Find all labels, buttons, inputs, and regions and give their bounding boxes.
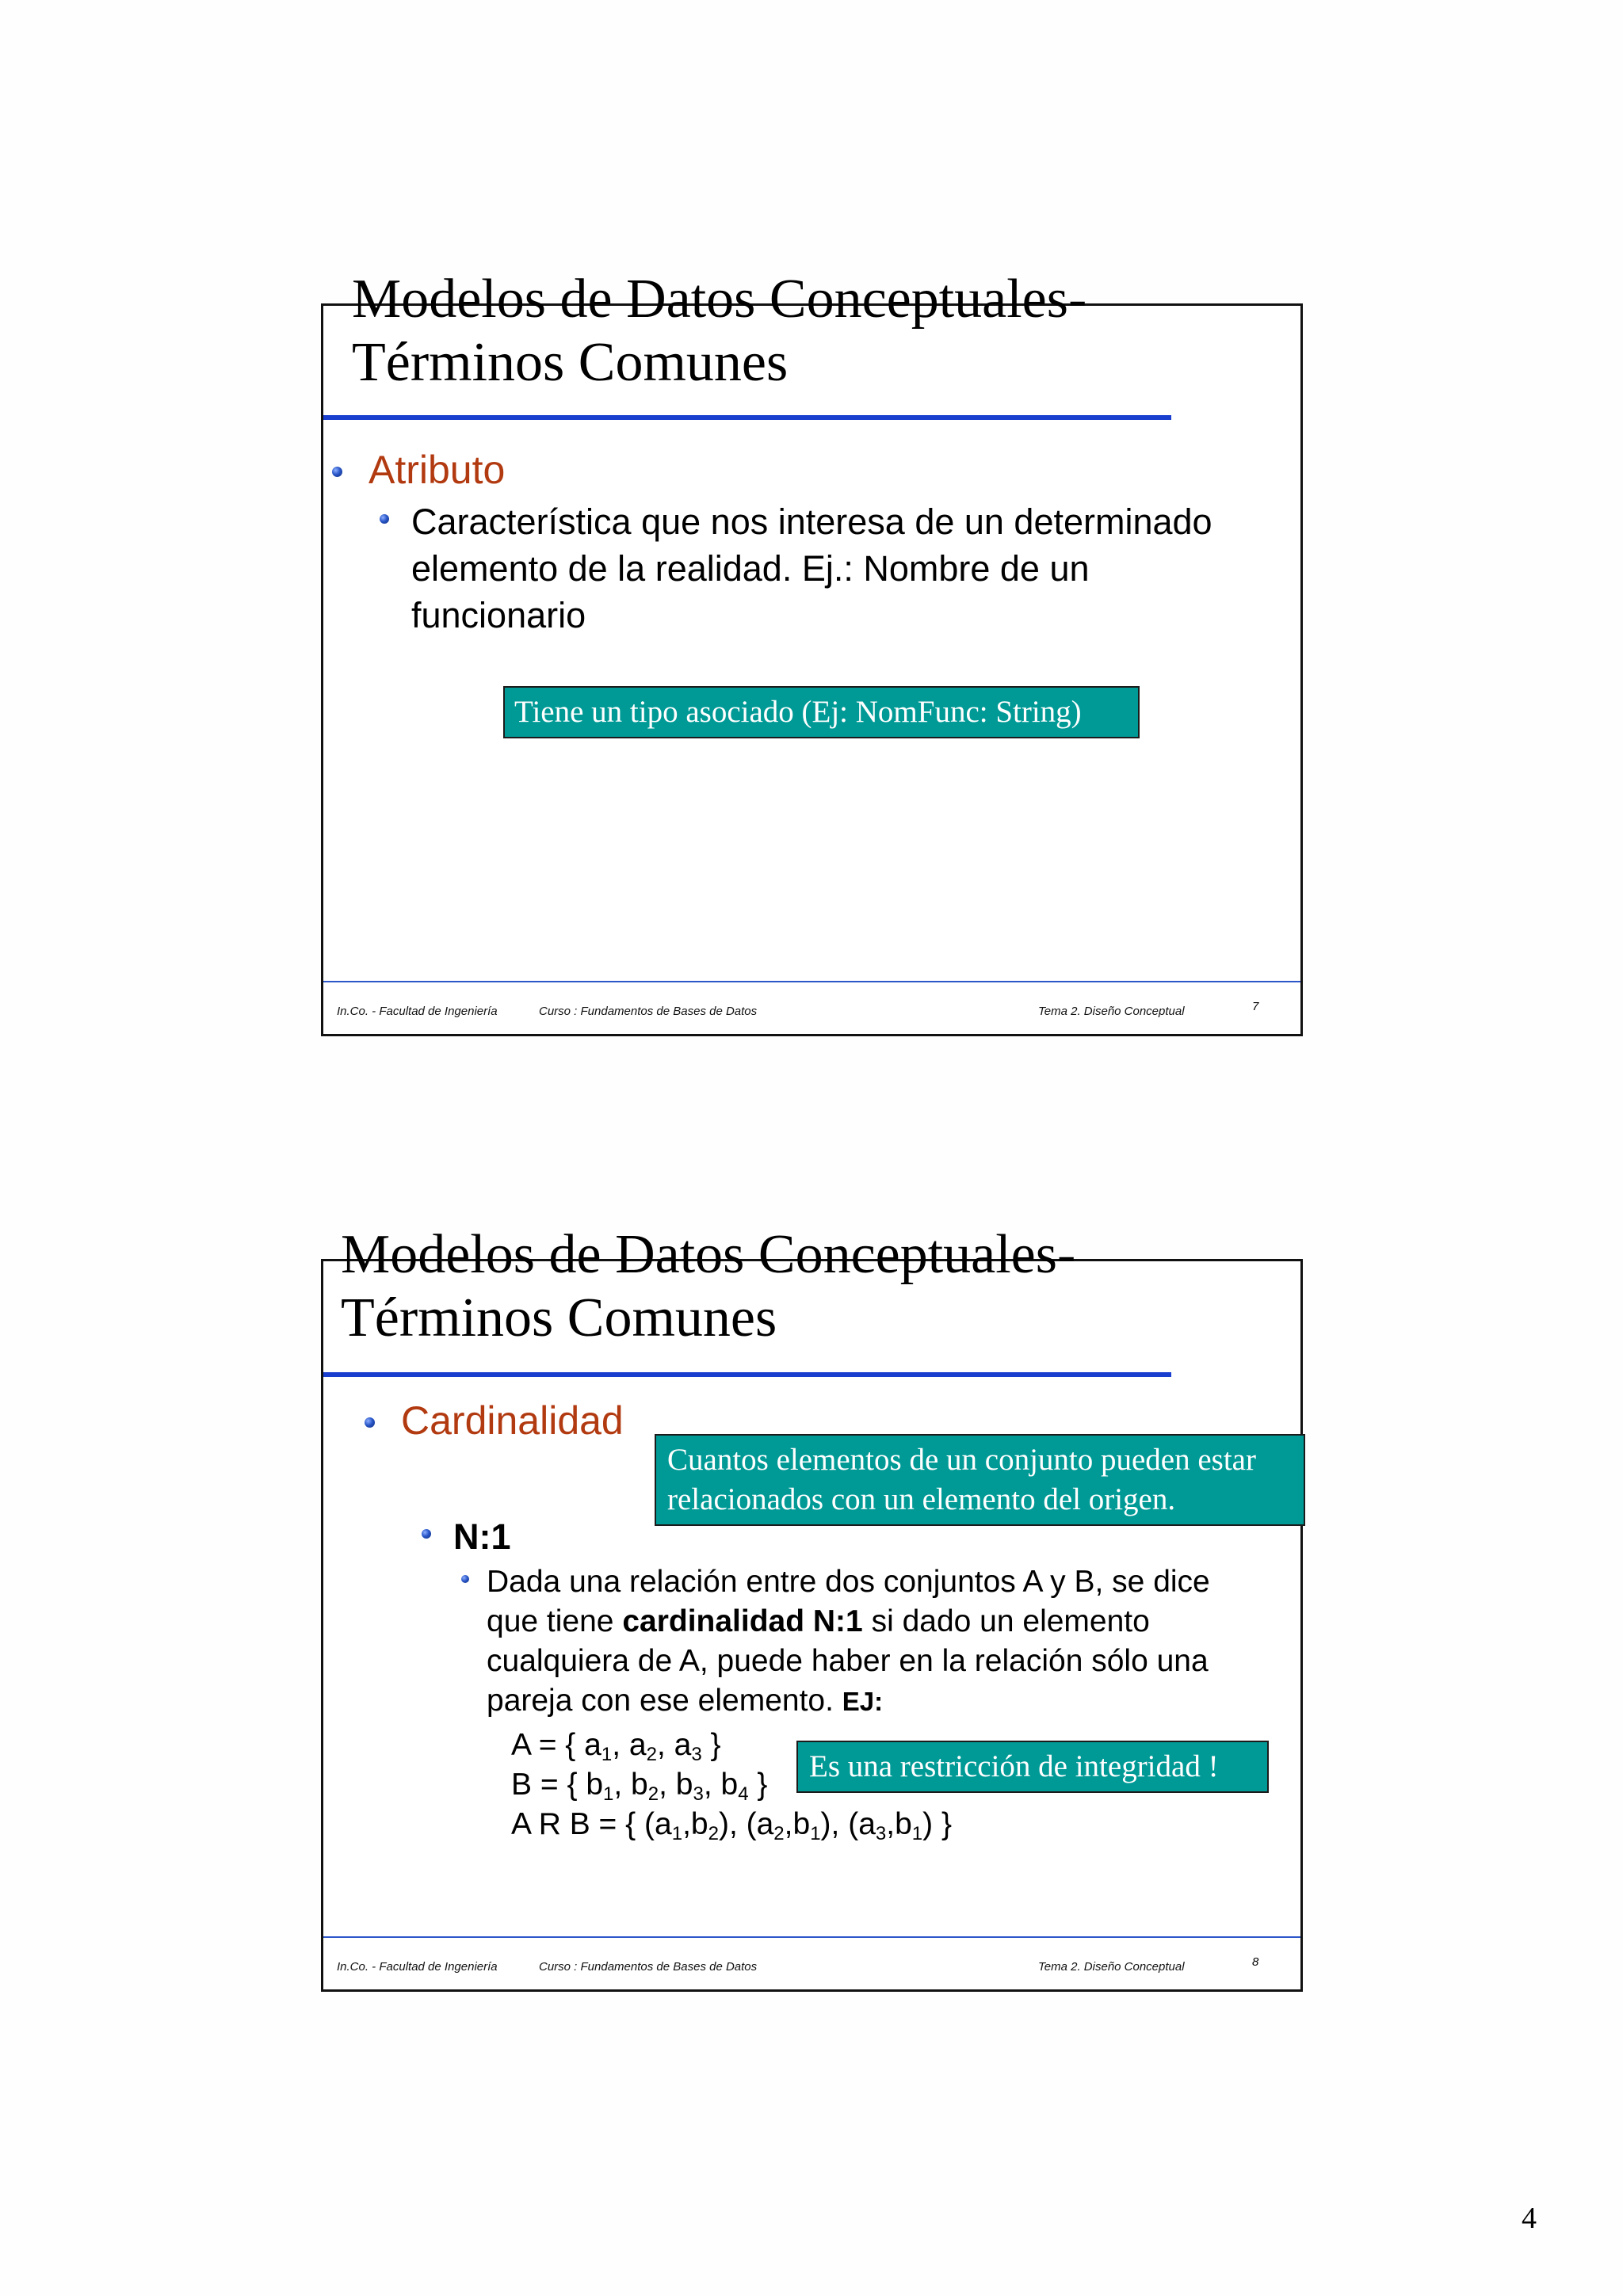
subscript: 4 — [738, 1783, 749, 1805]
subscript: 2 — [773, 1823, 785, 1844]
subscript: 1 — [671, 1823, 683, 1844]
set-text: , b — [703, 1768, 739, 1802]
body-line: cualquiera de A, puede haber en la relación sólo una — [487, 1644, 1209, 1678]
bullet-icon — [332, 467, 342, 477]
subscript: 1 — [810, 1823, 821, 1844]
bullet-icon — [422, 1529, 431, 1539]
body-text: si dado un elemento — [862, 1604, 1150, 1638]
constraint-callout: Es una restricción de integridad ! — [796, 1741, 1269, 1793]
callout-line: Cuantos elementos de un conjunto pueden estar — [667, 1443, 1256, 1477]
body-text: que tiene — [487, 1604, 623, 1638]
subscript: 3 — [693, 1783, 704, 1805]
footer-rule — [323, 981, 1300, 982]
bullet-heading — [369, 447, 505, 493]
title-underline — [323, 415, 1171, 420]
set-a — [511, 1726, 721, 1764]
slide-title — [341, 1224, 1252, 1350]
callout-line: relacionados con un elemento del origen. — [667, 1482, 1176, 1516]
set-text: ,b — [682, 1807, 708, 1841]
subscript: 3 — [875, 1823, 887, 1844]
bullet-body — [411, 498, 1212, 639]
body-bold: EJ: — [842, 1687, 884, 1716]
title-underline — [323, 1372, 1171, 1377]
body-line: Característica que nos interesa de un determinado — [411, 502, 1212, 542]
set-text: } — [701, 1728, 721, 1762]
slide-number: 8 — [1252, 1955, 1259, 1969]
footer-rule — [323, 1936, 1300, 1938]
footer-institution: In.Co. - Facultad de Ingeniería — [337, 1005, 498, 1018]
callout-box: Tiene un tipo asociado (Ej: NomFunc: String) — [503, 686, 1140, 738]
body-bold: cardinalidad N:1 — [622, 1604, 863, 1638]
body-line: elemento de la realidad. Ej.: Nombre de un — [411, 548, 1090, 589]
bullet-icon — [461, 1575, 469, 1583]
heading-text: Cardinalidad — [401, 1398, 624, 1443]
heading-text: Atributo — [369, 448, 506, 492]
slide-8 — [321, 1224, 1303, 1992]
set-text: ,b — [784, 1807, 811, 1841]
subheading-text: N:1 — [453, 1516, 511, 1557]
body-text: pareja con ese elemento. — [487, 1684, 842, 1718]
body-line — [487, 1602, 1210, 1642]
subscript: 2 — [646, 1744, 657, 1765]
footer-institution: In.Co. - Facultad de Ingeniería — [337, 1960, 498, 1974]
set-text: A = { a — [511, 1728, 601, 1762]
body-line: Dada una relación entre dos conjuntos A y B, se dice — [487, 1565, 1210, 1599]
footer-course: Curso : Fundamentos de Bases de Datos — [539, 1960, 758, 1974]
set-text: } — [748, 1768, 768, 1802]
page-number: 4 — [1522, 2202, 1537, 2235]
set-b — [511, 1766, 767, 1803]
footer-topic: Tema 2. Diseño Conceptual — [1038, 1005, 1185, 1018]
set-text: , b — [613, 1768, 648, 1802]
set-text: , a — [612, 1728, 647, 1762]
subscript: 1 — [601, 1744, 613, 1765]
subscript: 1 — [603, 1783, 614, 1805]
set-text: A R B = { (a — [511, 1807, 672, 1841]
bullet-icon — [365, 1417, 375, 1428]
bullet-heading — [401, 1398, 624, 1444]
slide-title-line2: Términos Comunes — [352, 332, 789, 393]
subscript: 2 — [647, 1783, 659, 1805]
body-line — [487, 1681, 1210, 1722]
slide-title — [352, 269, 1263, 395]
slide-7 — [321, 269, 1303, 1036]
set-text: , a — [656, 1728, 692, 1762]
slide-title-line2: Términos Comunes — [341, 1287, 777, 1348]
bullet-body — [487, 1562, 1210, 1722]
slide-number: 7 — [1252, 1000, 1259, 1013]
set-text: ,b — [886, 1807, 912, 1841]
callout-box — [655, 1434, 1305, 1526]
set-text: , b — [659, 1768, 693, 1802]
subscript: 2 — [708, 1823, 719, 1844]
set-text: ), (a — [718, 1807, 774, 1841]
subscript: 1 — [911, 1823, 923, 1844]
bullet-subheading — [453, 1513, 511, 1560]
set-text: ) } — [922, 1807, 952, 1841]
footer-topic: Tema 2. Diseño Conceptual — [1038, 1960, 1185, 1974]
set-text: B = { b — [511, 1768, 604, 1802]
subscript: 3 — [691, 1744, 702, 1765]
set-text: ), (a — [820, 1807, 876, 1841]
slide-title-line1: Modelos de Datos Conceptuales- — [352, 269, 1087, 330]
footer-course: Curso : Fundamentos de Bases de Datos — [539, 1005, 758, 1018]
bullet-icon — [380, 514, 389, 524]
body-line: funcionario — [411, 595, 586, 635]
slide-title-line1: Modelos de Datos Conceptuales- — [341, 1224, 1076, 1285]
relation-set — [511, 1806, 952, 1843]
